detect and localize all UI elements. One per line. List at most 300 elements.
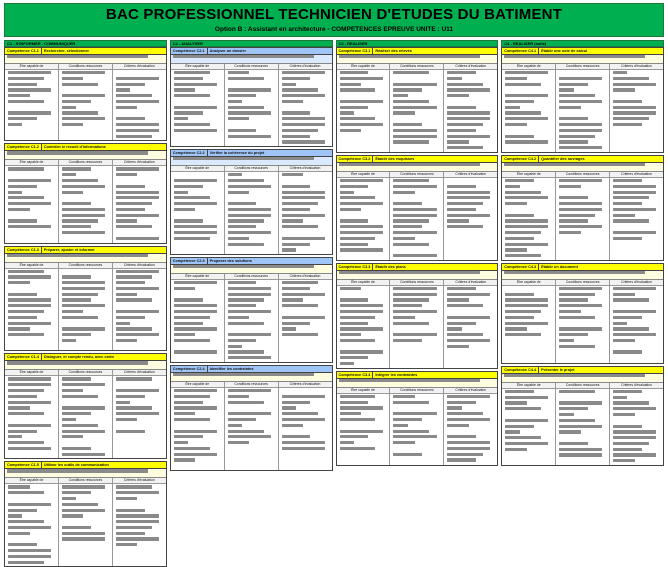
text-line	[559, 316, 595, 319]
criteria-text	[444, 394, 497, 465]
text-line	[116, 77, 159, 80]
criteria-column-header: Conditions ressources	[390, 388, 443, 394]
text-line	[447, 435, 476, 438]
text-line	[62, 537, 105, 540]
text-line	[559, 219, 588, 222]
text-line	[8, 293, 37, 296]
text-line	[228, 316, 250, 319]
text-line	[228, 304, 257, 307]
text-line	[613, 83, 656, 86]
text-line	[228, 100, 242, 103]
criteria-column-header: Critères d'évaluation	[113, 160, 166, 166]
criteria-column	[59, 263, 113, 351]
text-line	[228, 231, 271, 234]
text-line	[505, 214, 534, 217]
text-line	[340, 395, 376, 398]
text-line	[228, 106, 264, 109]
text-line	[174, 322, 203, 325]
criteria-column-header: Être capable de	[5, 370, 58, 376]
criteria-text	[171, 280, 224, 362]
text-line	[116, 179, 164, 182]
text-line	[613, 293, 635, 296]
text-line	[559, 442, 588, 445]
text-line	[116, 287, 159, 290]
competence-column	[4, 40, 167, 483]
text-line	[8, 191, 22, 194]
text-line	[228, 424, 242, 427]
text-line	[8, 401, 51, 404]
text-line	[613, 117, 649, 120]
competence-code: Compétence C3.2	[337, 156, 374, 162]
text-line	[62, 441, 110, 444]
section-description	[171, 265, 332, 274]
text-line	[174, 327, 217, 330]
criteria-column-header: Conditions ressources	[556, 64, 609, 70]
criteria-column-header: Être capable de	[5, 64, 58, 70]
text-line	[505, 442, 548, 445]
text-line	[505, 225, 548, 228]
criteria-table	[5, 160, 166, 242]
text-line	[613, 350, 642, 353]
text-line	[505, 237, 534, 240]
text-line	[174, 304, 217, 307]
criteria-text	[59, 166, 112, 242]
text-line	[62, 202, 91, 205]
text-line	[447, 77, 461, 80]
text-line	[116, 231, 164, 234]
text-line	[174, 111, 203, 114]
text-line	[62, 310, 84, 313]
text-line	[174, 464, 222, 467]
text-line	[505, 100, 534, 103]
text-line	[62, 304, 105, 307]
text-line	[8, 555, 51, 558]
text-line	[447, 447, 490, 450]
section-header	[337, 156, 498, 163]
text-line	[116, 537, 159, 540]
competence-name: Contrôler le recueil d'informations	[43, 145, 106, 150]
text-line	[116, 185, 145, 188]
text-line	[62, 94, 105, 97]
text-line	[340, 94, 388, 97]
competence-name: Proposer des solutions	[209, 259, 252, 264]
text-line	[613, 396, 627, 399]
text-line	[613, 106, 656, 109]
text-line	[505, 111, 541, 114]
competence-name: Réaliser des relevés	[375, 49, 412, 53]
text-line	[613, 310, 656, 313]
text-line	[282, 77, 311, 80]
criteria-column	[337, 64, 391, 152]
text-line	[116, 196, 159, 199]
text-line	[116, 430, 145, 433]
text-line	[282, 435, 311, 438]
criteria-column-header: Critères d'évaluation	[279, 274, 332, 280]
text-line	[8, 322, 51, 325]
text-line	[8, 281, 30, 284]
text-line	[393, 441, 415, 444]
text-line	[8, 214, 56, 217]
text-line	[282, 310, 330, 313]
text-line	[173, 157, 314, 160]
text-line	[282, 117, 325, 120]
competence-section	[4, 47, 167, 141]
text-line	[559, 77, 602, 80]
text-line	[62, 173, 76, 176]
text-line	[116, 111, 164, 114]
text-line	[447, 406, 461, 409]
text-line	[174, 100, 222, 103]
text-line	[282, 129, 318, 132]
text-line	[340, 356, 369, 359]
text-line	[447, 219, 469, 222]
text-line	[228, 123, 276, 126]
text-line	[559, 191, 607, 194]
text-line	[8, 412, 44, 415]
text-line	[447, 304, 483, 307]
text-line	[174, 350, 217, 353]
text-line	[228, 406, 276, 409]
text-line	[62, 117, 105, 120]
text-line	[282, 412, 318, 415]
text-line	[559, 146, 602, 149]
text-line	[116, 298, 152, 301]
text-line	[62, 71, 105, 74]
competence-section	[336, 47, 499, 153]
criteria-text	[390, 70, 443, 152]
text-line	[559, 231, 581, 234]
text-line	[505, 316, 534, 319]
text-line	[340, 327, 383, 330]
text-line	[282, 83, 296, 86]
text-line	[393, 185, 436, 188]
criteria-column	[279, 64, 332, 146]
text-line	[282, 406, 296, 409]
criteria-text	[502, 70, 555, 152]
text-line	[447, 129, 476, 132]
text-line	[505, 243, 548, 246]
criteria-column-header: Conditions ressources	[59, 64, 112, 70]
criteria-table	[171, 382, 332, 470]
criteria-column-header: Critères d'évaluation	[444, 388, 497, 394]
text-line	[116, 514, 159, 517]
criteria-column-header: Être capable de	[5, 478, 58, 484]
text-line	[228, 208, 271, 211]
criteria-text	[5, 269, 58, 351]
text-line	[613, 179, 642, 182]
criteria-text	[610, 178, 663, 260]
text-line	[505, 430, 519, 433]
competence-code: Compétence C4.3	[502, 264, 539, 270]
text-line	[613, 71, 627, 74]
text-line	[393, 430, 429, 433]
text-line	[116, 503, 164, 506]
text-line	[447, 106, 476, 109]
section-header	[171, 366, 332, 373]
text-line	[447, 94, 469, 97]
text-line	[282, 424, 304, 427]
text-line	[505, 254, 541, 257]
text-line	[340, 339, 376, 342]
text-line	[228, 395, 250, 398]
text-line	[62, 503, 98, 506]
section-header	[337, 372, 498, 379]
text-line	[393, 214, 436, 217]
text-line	[340, 106, 369, 109]
text-line	[174, 231, 217, 234]
text-line	[559, 214, 595, 217]
text-line	[282, 333, 318, 336]
text-line	[505, 436, 541, 439]
text-line	[8, 167, 44, 170]
text-line	[116, 383, 164, 386]
text-line	[447, 418, 490, 421]
text-line	[8, 503, 51, 506]
text-line	[393, 248, 441, 251]
text-line	[282, 281, 318, 284]
criteria-table	[5, 263, 166, 351]
text-line	[62, 275, 91, 278]
text-line	[393, 94, 407, 97]
text-line	[62, 77, 84, 80]
competence-code: Compétence C1.1	[5, 48, 42, 54]
text-line	[116, 401, 130, 404]
criteria-table	[171, 166, 332, 254]
text-line	[505, 396, 548, 399]
criteria-column-header: Conditions ressources	[59, 370, 112, 376]
text-line	[340, 333, 362, 336]
criteria-column	[59, 478, 113, 566]
criteria-column	[59, 370, 113, 458]
text-line	[62, 298, 91, 301]
text-line	[8, 275, 51, 278]
text-line	[613, 304, 661, 307]
text-line	[8, 106, 56, 109]
text-line	[340, 237, 376, 240]
criteria-column-header: Être capable de	[502, 383, 555, 389]
text-line	[340, 117, 376, 120]
text-line	[613, 225, 661, 228]
criteria-column-header: Critères d'évaluation	[610, 64, 663, 70]
text-line	[174, 191, 188, 194]
text-line	[613, 430, 656, 433]
text-line	[505, 83, 541, 86]
text-line	[62, 179, 98, 182]
text-line	[505, 407, 541, 410]
text-line	[559, 117, 588, 120]
criteria-text	[556, 389, 609, 465]
text-line	[340, 219, 369, 222]
criteria-table	[337, 172, 498, 260]
criteria-table	[502, 64, 663, 152]
text-line	[393, 327, 441, 330]
text-line	[447, 117, 490, 120]
criteria-column-header: Être capable de	[337, 280, 390, 286]
criteria-column-header: Conditions ressources	[59, 160, 112, 166]
criteria-text	[225, 70, 278, 146]
text-line	[228, 287, 271, 290]
text-line	[228, 219, 264, 222]
text-line	[340, 435, 369, 438]
text-line	[339, 271, 480, 274]
section-description	[502, 55, 663, 64]
text-line	[393, 100, 429, 103]
text-line	[228, 293, 271, 296]
text-line	[340, 406, 383, 409]
text-line	[116, 208, 145, 211]
text-line	[613, 231, 656, 234]
text-line	[282, 447, 325, 450]
column-header: C4 - REALISER (suite)	[501, 40, 664, 47]
text-line	[116, 304, 164, 307]
text-line	[116, 275, 152, 278]
text-line	[559, 345, 595, 348]
text-line	[174, 424, 222, 427]
text-line	[282, 111, 311, 114]
text-line	[8, 418, 56, 421]
text-line	[8, 88, 51, 91]
text-line	[447, 287, 476, 290]
text-line	[228, 350, 264, 353]
text-line	[613, 237, 642, 240]
criteria-column	[5, 64, 59, 140]
text-line	[8, 435, 22, 438]
text-line	[282, 225, 318, 228]
criteria-text	[390, 394, 443, 465]
criteria-column	[113, 370, 166, 458]
text-line	[282, 322, 311, 325]
text-line	[174, 214, 222, 217]
text-line	[447, 191, 490, 194]
text-line	[505, 179, 534, 182]
criteria-text	[59, 269, 112, 351]
text-line	[505, 94, 548, 97]
text-line	[228, 356, 271, 359]
competence-code: Compétence C2.2	[171, 150, 208, 156]
text-line	[393, 435, 436, 438]
criteria-text	[337, 394, 390, 465]
text-line	[174, 83, 217, 86]
text-line	[8, 219, 37, 222]
criteria-column-header: Être capable de	[5, 160, 58, 166]
text-line	[116, 88, 130, 91]
criteria-column-header: Conditions ressources	[556, 172, 609, 178]
text-line	[393, 304, 422, 307]
text-line	[282, 298, 304, 301]
text-line	[339, 163, 480, 166]
text-line	[62, 509, 105, 512]
criteria-text	[390, 178, 443, 260]
text-line	[174, 418, 210, 421]
text-line	[340, 424, 388, 427]
column-header: C3 - REALISER	[336, 40, 499, 47]
criteria-text	[113, 70, 166, 140]
text-line	[116, 214, 159, 217]
text-line	[8, 497, 56, 500]
competence-section	[501, 47, 664, 153]
text-line	[504, 55, 645, 58]
text-line	[7, 151, 148, 154]
text-line	[447, 231, 495, 234]
text-line	[8, 383, 51, 386]
text-line	[559, 304, 602, 307]
criteria-column-header: Critères d'évaluation	[113, 478, 166, 484]
text-line	[8, 377, 51, 380]
criteria-column-header: Critères d'évaluation	[610, 383, 663, 389]
criteria-column	[113, 160, 166, 242]
text-line	[393, 237, 415, 240]
text-line	[613, 123, 642, 126]
text-line	[340, 430, 383, 433]
text-line	[228, 129, 257, 132]
text-line	[62, 389, 84, 392]
text-line	[116, 485, 152, 488]
criteria-column-header: Conditions ressources	[390, 64, 443, 70]
title-banner	[4, 3, 664, 37]
text-line	[447, 88, 490, 91]
criteria-column	[444, 388, 497, 465]
text-line	[559, 413, 573, 416]
text-line	[116, 532, 145, 535]
text-line	[613, 94, 661, 97]
text-line	[393, 71, 429, 74]
text-line	[8, 270, 44, 273]
text-line	[62, 447, 91, 450]
text-line	[228, 173, 242, 176]
text-line	[613, 333, 656, 336]
competence-name: Utiliser les outils de communication	[43, 463, 109, 468]
criteria-text	[556, 70, 609, 152]
text-line	[340, 248, 383, 251]
text-line	[393, 191, 415, 194]
text-line	[505, 129, 553, 132]
criteria-column-header: Être capable de	[337, 64, 390, 70]
text-line	[282, 185, 311, 188]
text-line	[340, 401, 369, 404]
criteria-column	[610, 383, 663, 465]
text-line	[393, 231, 436, 234]
criteria-text	[5, 70, 58, 140]
competence-name: Identifier les contraintes	[209, 367, 254, 372]
text-line	[559, 333, 588, 336]
text-line	[62, 520, 110, 523]
criteria-column	[5, 478, 59, 566]
text-line	[447, 83, 483, 86]
text-line	[393, 88, 422, 91]
text-line	[62, 412, 91, 415]
text-line	[505, 185, 519, 188]
text-line	[174, 287, 196, 290]
criteria-column	[610, 172, 663, 260]
text-line	[62, 491, 91, 494]
criteria-table	[5, 64, 166, 140]
text-line	[559, 401, 602, 404]
text-line	[8, 83, 37, 86]
criteria-text	[113, 166, 166, 242]
text-line	[62, 333, 91, 336]
criteria-column	[225, 64, 279, 146]
criteria-column	[610, 64, 663, 152]
text-line	[282, 71, 325, 74]
text-line	[393, 254, 436, 257]
text-line	[447, 214, 490, 217]
text-line	[559, 453, 602, 456]
text-line	[116, 219, 138, 222]
text-line	[8, 543, 37, 546]
text-line	[174, 117, 188, 120]
competence-section	[336, 371, 499, 466]
text-line	[559, 339, 573, 342]
